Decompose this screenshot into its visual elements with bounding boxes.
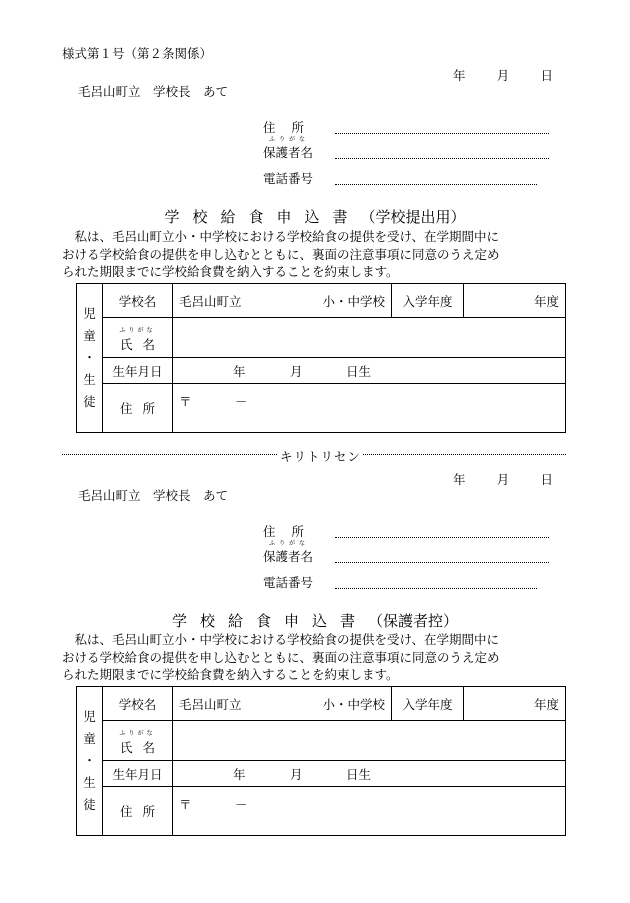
school-name-prefix: 毛呂山町立	[179, 696, 242, 712]
date-year-label: 年	[453, 472, 466, 487]
date-year-label: 年	[453, 68, 466, 83]
school-type: 小・中学校	[322, 293, 385, 309]
school-name-field[interactable]	[173, 687, 392, 721]
student-name-furigana: ふりがな	[119, 327, 156, 334]
dob-day: 日生	[346, 363, 372, 379]
student-side-label: 児 童 ・ 生 徒	[77, 687, 103, 836]
student-side-label: 児 童 ・ 生 徒	[77, 284, 103, 433]
application-table-1	[76, 283, 566, 433]
student-address-label: 住所	[103, 384, 173, 433]
student-name-label: ふりがな 氏名	[103, 318, 173, 358]
school-name-prefix: 毛呂山町立	[179, 293, 242, 309]
application-table-2	[76, 686, 566, 836]
guardian-name-label-wrap	[263, 540, 314, 565]
dob-label: 生年月日	[103, 358, 173, 384]
enroll-year-label: 入学年度	[392, 284, 464, 318]
dob-field[interactable]	[173, 358, 566, 384]
guardian-phone-label: 電話番号	[263, 171, 314, 186]
student-name-label: ふりがな 氏名	[103, 721, 173, 761]
dob-month: 月	[290, 363, 303, 379]
consent-line: られた期限までに学校給食費を納入することを約束します。	[62, 264, 399, 279]
cut-line-text: キリトリセン	[280, 449, 361, 464]
guardian-name-field[interactable]	[335, 158, 549, 159]
title-main-1: 学校給食申込書	[164, 208, 361, 226]
date-line-2	[453, 470, 553, 488]
guardian-name-label: 保護者名	[263, 549, 314, 564]
school-type: 小・中学校	[322, 696, 385, 712]
consent-line: おける学校給食の提供を申し込むとともに、裏面の注意事項に同意のうえ定め	[62, 649, 500, 665]
section-title-2	[0, 610, 630, 631]
date-month-label: 月	[496, 68, 510, 83]
guardian-name-furigana: ふりがな	[269, 136, 310, 143]
guardian-address-field[interactable]	[335, 537, 549, 538]
addressee-1: 毛呂山町立 学校長 あて	[78, 84, 229, 99]
student-address-field[interactable]	[173, 384, 566, 433]
addressee-2: 毛呂山町立 学校長 あて	[78, 488, 229, 503]
school-name-label: 学校名	[103, 687, 173, 721]
dob-year: 年	[233, 363, 246, 379]
cut-line-dots-right	[363, 454, 566, 455]
guardian-phone-label: 電話番号	[263, 575, 314, 590]
title-main-2: 学校給食申込書	[171, 612, 368, 630]
date-day-label: 日	[540, 472, 553, 487]
title-suffix-2: （保護者控）	[368, 612, 459, 630]
student-name-furigana: ふりがな	[119, 730, 156, 737]
dob-month: 月	[290, 766, 303, 782]
date-month-label: 月	[496, 472, 510, 487]
guardian-phone-row	[263, 573, 553, 591]
guardian-name-furigana: ふりがな	[269, 540, 310, 547]
cut-line-dots-left	[62, 454, 277, 455]
guardian-address-label: 住所	[263, 120, 321, 135]
guardian-phone-row	[263, 169, 553, 187]
guardian-name-field[interactable]	[335, 562, 549, 563]
dob-label: 生年月日	[103, 761, 173, 787]
consent-line: 私は、毛呂山町立小・中学校における学校給食の提供を受け、在学期間中に	[62, 229, 500, 244]
dob-year: 年	[233, 766, 246, 782]
consent-line: られた期限までに学校給食費を納入することを約束します。	[62, 667, 399, 682]
postal-mark: 〒	[179, 797, 192, 812]
student-address-field[interactable]	[173, 787, 566, 836]
date-line-1	[453, 66, 553, 84]
section-title-1	[0, 206, 630, 227]
guardian-phone-field[interactable]	[335, 588, 537, 589]
student-address-label: 住所	[103, 787, 173, 836]
cut-line	[62, 447, 566, 464]
consent-text-1	[62, 228, 567, 281]
consent-text-2	[62, 631, 567, 684]
title-suffix-1: （学校提出用）	[360, 208, 466, 226]
consent-line: 私は、毛呂山町立小・中学校における学校給食の提供を受け、在学期間中に	[62, 632, 500, 647]
student-name-field[interactable]	[173, 721, 566, 761]
postal-dash: －	[235, 797, 248, 812]
enroll-year-field[interactable]: 年度	[464, 284, 566, 318]
dob-field[interactable]	[173, 761, 566, 787]
school-name-field[interactable]	[173, 284, 392, 318]
enroll-year-label: 入学年度	[392, 687, 464, 721]
student-name-field[interactable]	[173, 318, 566, 358]
date-day-label: 日	[540, 68, 553, 83]
guardian-phone-field[interactable]	[335, 184, 537, 185]
enroll-year-field[interactable]: 年度	[464, 687, 566, 721]
form-number: 様式第１号（第２条関係）	[62, 46, 213, 61]
guardian-name-label: 保護者名	[263, 145, 314, 160]
guardian-name-label-wrap	[263, 136, 314, 161]
guardian-name-row	[263, 136, 553, 161]
postal-mark: 〒	[179, 394, 192, 409]
school-name-label: 学校名	[103, 284, 173, 318]
guardian-address-label: 住所	[263, 524, 321, 539]
dob-day: 日生	[346, 766, 372, 782]
postal-dash: －	[235, 394, 248, 409]
guardian-address-field[interactable]	[335, 133, 549, 134]
consent-line: おける学校給食の提供を申し込むとともに、裏面の注意事項に同意のうえ定め	[62, 246, 500, 262]
guardian-name-row	[263, 540, 553, 565]
